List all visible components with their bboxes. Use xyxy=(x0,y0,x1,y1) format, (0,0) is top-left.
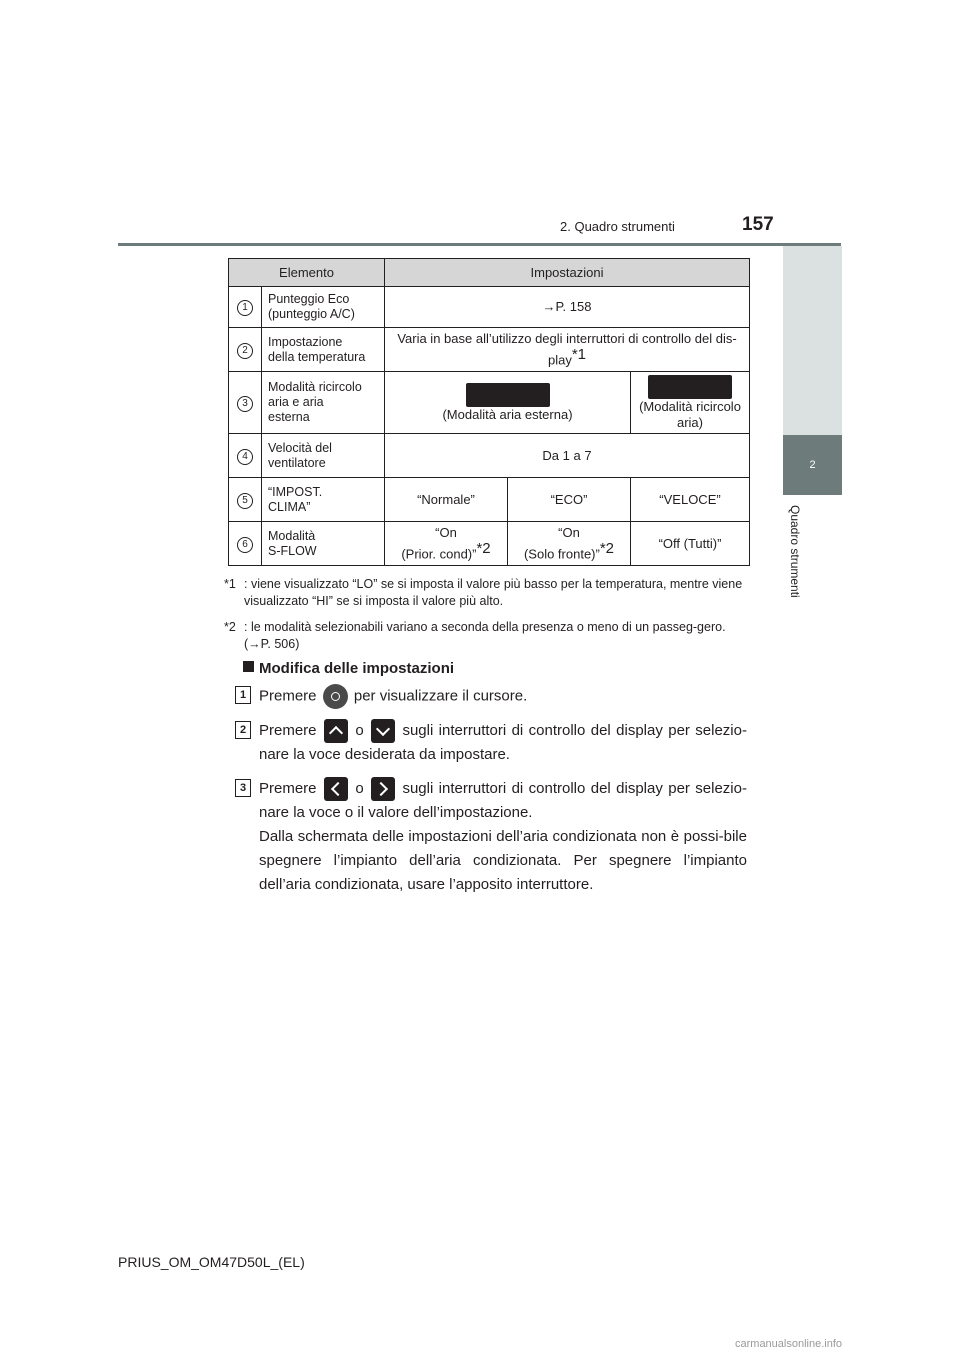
row-number: 3 xyxy=(237,396,253,412)
header-settings: Impostazioni xyxy=(385,259,750,287)
element-line: esterna xyxy=(268,410,310,424)
step-number: 3 xyxy=(235,779,251,797)
page-number: 157 xyxy=(742,214,774,235)
element-line: S-FLOW xyxy=(268,543,317,558)
option-line: (Prior. cond)” xyxy=(401,546,477,562)
element-line: Impostazione xyxy=(268,334,343,349)
chapter-header: 2. Quadro strumenti xyxy=(560,219,675,234)
option-label: “Normale” xyxy=(385,478,508,522)
table-row xyxy=(229,372,750,434)
step-number: 1 xyxy=(235,686,251,704)
select-button-icon xyxy=(323,684,348,709)
document-id: PRIUS_OM_OM47D50L_(EL) xyxy=(118,1254,305,1270)
recirculate-air-car-icon xyxy=(648,375,732,399)
footnote-text: : viene visualizzato “LO” se si imposta il valore più basso per la temperatura, mentre viene visualizzato “HI” se si imposta il valore più alto. xyxy=(244,577,743,608)
element-line: Modalità ricircolo xyxy=(268,380,362,394)
option-label: “VELOCE” xyxy=(631,478,750,522)
header-element: Elemento xyxy=(229,259,385,287)
table-row xyxy=(229,328,750,372)
element-line: (punteggio A/C) xyxy=(268,307,355,321)
row-number: 2 xyxy=(237,343,253,359)
setting-value: →P. 158 xyxy=(385,287,750,328)
footnote-mark: *1 xyxy=(224,577,236,591)
footnote-1 xyxy=(224,576,754,610)
step-note: Dalla schermata delle impostazioni dell’aria condizionata non è possi-bile spegnere l’impianto dell’aria condizionata. Per spegnere l’impianto dell’aria condizionata, usare l’apposito interruttore. xyxy=(259,828,747,894)
step-1: 1 Premere per visualizzare il cursore. xyxy=(235,684,747,709)
footnote-text: : le modalità selezionabili variano a seconda della presenza o meno di un passeg-gero. (→P. 506) xyxy=(244,620,726,651)
chevron-down-icon xyxy=(371,719,395,743)
table-row xyxy=(229,287,750,328)
table-header-row xyxy=(229,259,750,287)
settings-table xyxy=(228,258,750,566)
option-line: “On xyxy=(558,524,580,540)
watermark: carmanualsonline.info xyxy=(735,1338,843,1350)
setting-value: Da 1 a 7 xyxy=(385,434,750,478)
row-number: 1 xyxy=(237,300,253,316)
chevron-left-icon xyxy=(324,777,348,801)
footnote-mark: *2 xyxy=(224,620,236,634)
option-label: “Off (Tutti)” xyxy=(631,522,750,566)
element-line: “IMPOST. xyxy=(268,484,323,499)
setting-value: Varia in base all’utilizzo degli interruttori di controllo del dis-play xyxy=(397,330,737,368)
element-line: ventilatore xyxy=(268,455,326,470)
side-tab-label: Quadro strumenti xyxy=(788,505,802,598)
chevron-right-icon xyxy=(371,777,395,801)
header-rule xyxy=(118,243,841,246)
table-row xyxy=(229,478,750,522)
option-label: (Modalità aria esterna) xyxy=(442,406,573,422)
footnote-mark: *2 xyxy=(599,539,615,557)
step-2: 2 Premere o sugli interruttori di controllo del display per selezio-nare la voce desiderata da impostare. xyxy=(235,719,747,767)
table-row xyxy=(229,522,750,566)
option-label: (Modalità ricircolo aria) xyxy=(639,398,741,430)
section-bullet-icon xyxy=(243,661,254,672)
option-label: “ECO” xyxy=(508,478,631,522)
side-tab-background xyxy=(783,246,842,435)
footnote-mark: *2 xyxy=(476,539,491,557)
element-line: CLIMA” xyxy=(268,499,311,514)
element-line: Velocità del xyxy=(268,440,332,455)
element-line: della temperatura xyxy=(268,349,366,364)
option-line: (Solo fronte)” xyxy=(523,546,600,562)
table-row xyxy=(229,434,750,478)
row-number: 5 xyxy=(237,493,253,509)
element-line: Punteggio Eco xyxy=(268,292,350,306)
option-line: “On xyxy=(435,524,457,540)
footnote-2 xyxy=(224,619,754,653)
element-line: aria e aria xyxy=(268,395,324,409)
step-number: 2 xyxy=(235,721,251,739)
footnote-mark: *1 xyxy=(571,345,587,363)
side-tab-number: 2 xyxy=(783,435,842,495)
row-number: 6 xyxy=(237,537,253,553)
outside-air-car-icon xyxy=(466,383,550,407)
section-title: Modifica delle impostazioni xyxy=(243,660,454,677)
chevron-up-icon xyxy=(324,719,348,743)
step-3: 3 Premere o sugli interruttori di controllo del display per selezio-nare la voce o il valore dell’impostazione. Dalla schermata delle impostazioni dell’aria condizionata non è possi-bile spegnere l’impianto dell’aria condizionata. Per spegnere l’impianto dell’aria condizionata, usare l’apposito interruttore. xyxy=(235,777,747,897)
row-number: 4 xyxy=(237,449,253,465)
element-line: Modalità xyxy=(268,528,316,543)
